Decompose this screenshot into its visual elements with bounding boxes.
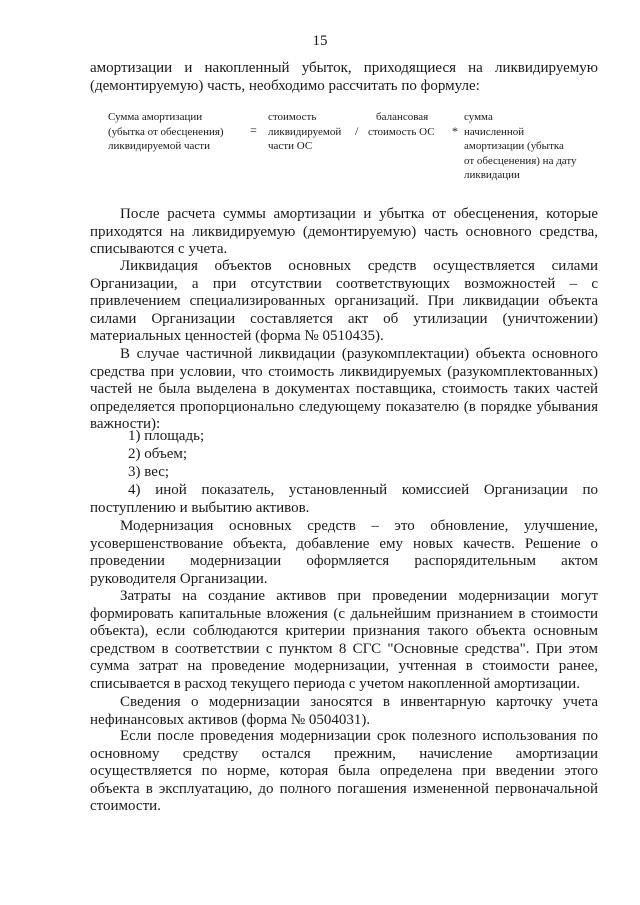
formula-rhs-line: от обесценения) на дату [464, 154, 577, 167]
formula-lhs [108, 110, 224, 154]
list-item: 4) иной показатель, установленный комиссией Организации по [128, 482, 598, 498]
list-item: 3) вес; [128, 464, 170, 480]
formula-divide: / [355, 124, 359, 138]
formula-cost [268, 110, 341, 154]
page-number: 15 [312, 33, 328, 49]
formula-balance [368, 110, 435, 139]
paragraph-costs: Затраты на создание активов при проведении модернизации могут формировать капитальные вложения (с дальнейшим признанием в стоимости объекта), если соблюдаются критерии признания такого объекта основным средством в соответствии с пунктом 8 СГС "Основные средства". При этом сумма затрат на проведение модернизации, учтенная в стоимости ранее, списывается в расход текущего периода с учетом накопленной амортизации. [90, 588, 598, 692]
paragraph-modernization: Модернизация основных средств – это обновление, улучшение, усовершенствование объекта, добавление ему новых качеств. Решение о проведении модернизации оформляется распорядительным актом руководителя Организации. [90, 518, 598, 587]
formula-rhs-line: начисленной [464, 125, 525, 138]
formula-balance-line: балансовая [376, 111, 429, 123]
formula-rhs-line: амортизации (убытка [464, 140, 564, 152]
formula-lhs-line: Сумма амортизации [108, 111, 203, 123]
paragraph-inventory-card: Сведения о модернизации заносятся в инвентарную карточку учета нефинансовых активов (форма № 0504031). [90, 694, 598, 728]
paragraph-list-continuation: поступлению и выбытию активов. [90, 500, 310, 516]
paragraph-after-calculation: После расчета суммы амортизации и убытка от обесценения, которые приходятся на ликвидируемую (демонтируемую) часть основного средства, списываются с учета. [90, 206, 598, 258]
formula-cost-line: части ОС [268, 140, 313, 152]
formula-balance-line: стоимость ОС [368, 125, 435, 138]
formula-cost-line: ликвидируемой [268, 125, 342, 138]
formula-lhs-line: ликвидируемой части [108, 140, 210, 152]
paragraph-liquidation: Ликвидация объектов основных средств осуществляется силами Организации, а при отсутствии соответствующих возможностей – с привлечением специализированных организаций. При ликвидации объекта силами Организации составляется акт об утилизации (уничтожении) материальных ценностей (форма № 0510435). [90, 258, 598, 345]
formula-equals: = [250, 123, 257, 137]
formula-lhs-line: (убытка от обесценения) [108, 125, 224, 138]
list-item: 2) объем; [128, 446, 188, 462]
paragraph-partial-liquidation: В случае частичной ликвидации (разукомплектации) объекта основного средства при условии, что стоимость ликвидируемых (разукомплектованных) частей не была выделена в документах поставщика, стоимость таких частей определяется пропорционально следующему показателю (в порядке убывания важности): [90, 346, 598, 433]
formula-rhs [464, 110, 577, 183]
paragraph-formula-intro: амортизации и накопленный убыток, приходящиеся на ликвидируемую (демонтируемую) часть, необходимо рассчитать по формуле: [90, 60, 598, 94]
formula-rhs-line: ликвидации [464, 169, 520, 181]
formula [108, 110, 598, 190]
formula-cost-line: стоимость [268, 111, 317, 123]
paragraph-useful-life: Если после проведения модернизации срок полезного использования по основному средству остался прежним, начисление амортизации осуществляется по норме, которая была определена при введении этого объекта в эксплуатацию, до полного погашения измененной первоначальной стоимости. [90, 728, 598, 815]
formula-rhs-line: сумма [464, 111, 493, 123]
list-item: 1) площадь; [128, 428, 205, 444]
formula-multiply: * [452, 124, 458, 138]
